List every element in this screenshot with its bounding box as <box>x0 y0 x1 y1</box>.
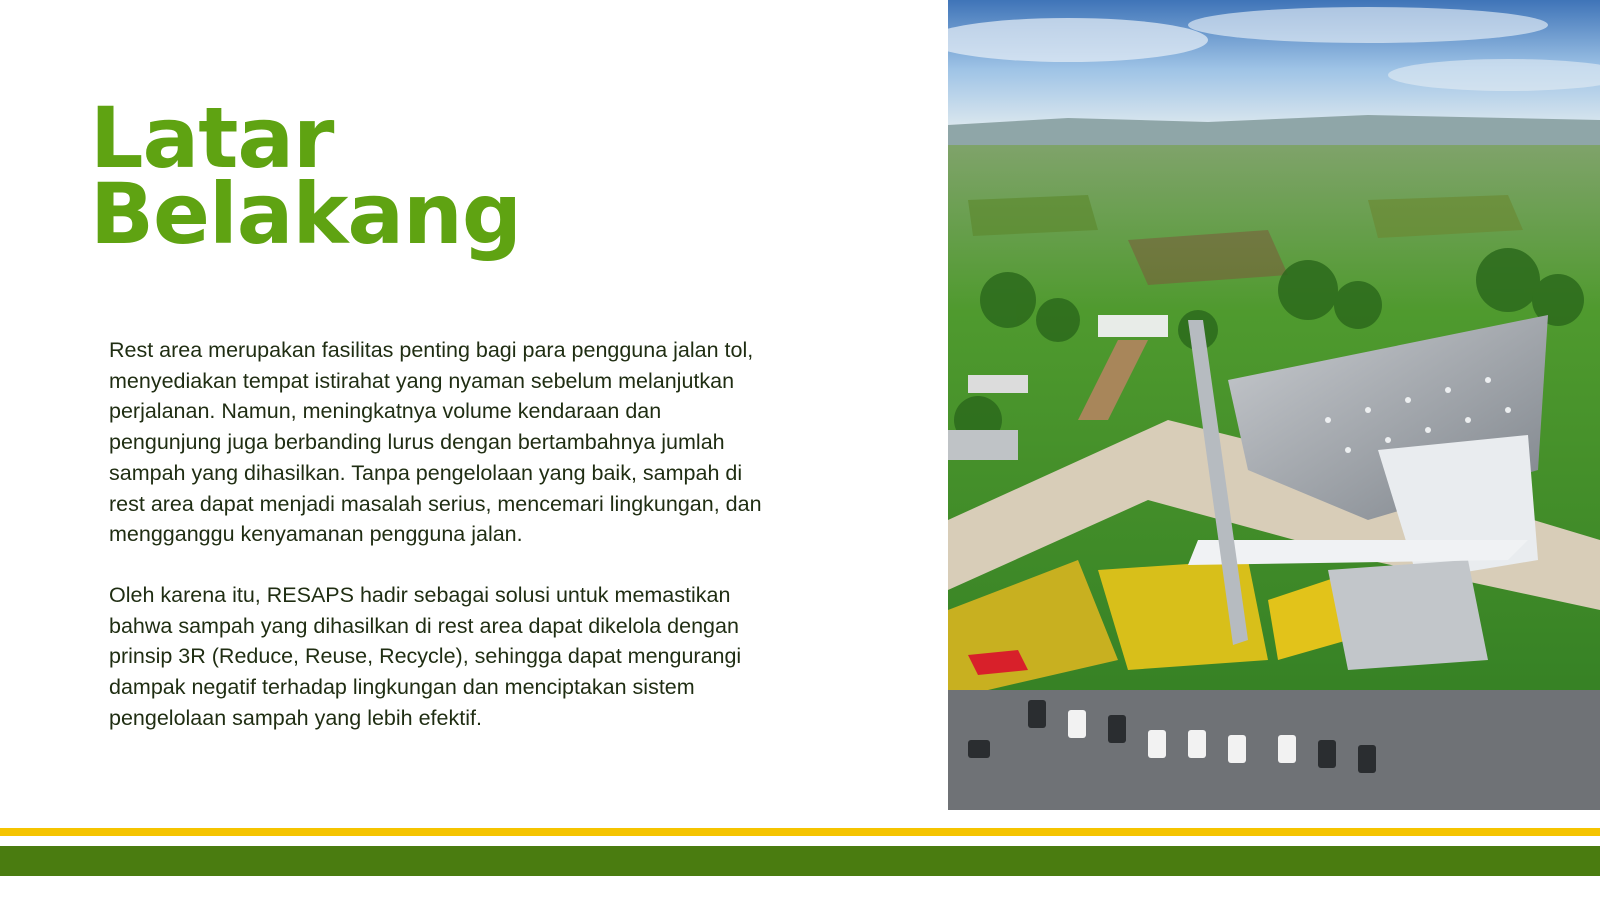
body-text <box>109 335 849 763</box>
rest-area-aerial-photo <box>948 0 1600 810</box>
aerial-photo-illustration <box>948 0 1600 810</box>
slide-title-line2: Belakang <box>90 165 521 263</box>
footer-stripe-green <box>0 846 1600 876</box>
paragraph-solution: Oleh karena itu, RESAPS hadir sebagai solusi untuk memastikan bahwa sampah yang dihasilkan di rest area dapat dikelola dengan prinsip 3R (Reduce, Reuse, Recycle), sehingga dapat mengurangi dampak negatif terhadap lingkungan dan menciptakan sistem pengelolaan sampah yang lebih efektif. <box>109 582 742 730</box>
footer-stripe-yellow <box>0 828 1600 836</box>
slide-title <box>90 89 521 263</box>
paragraph-intro: Rest area merupakan fasilitas penting bagi para pengguna jalan tol, menyediakan tempat istirahat yang nyaman sebelum melanjutkan perjalanan. Namun, meningkatnya volume kendaraan dan pengunjung juga berbanding lurus dengan bertambahnya jumlah sampah yang dihasilkan. Tanpa pengelolaan yang baik, sampah di rest area dapat menjadi masalah serius, mencemari lingkungan, dan mengganggu kenyamanan pengguna jalan. <box>109 338 762 547</box>
slide-title-line1: Latar <box>90 89 334 187</box>
